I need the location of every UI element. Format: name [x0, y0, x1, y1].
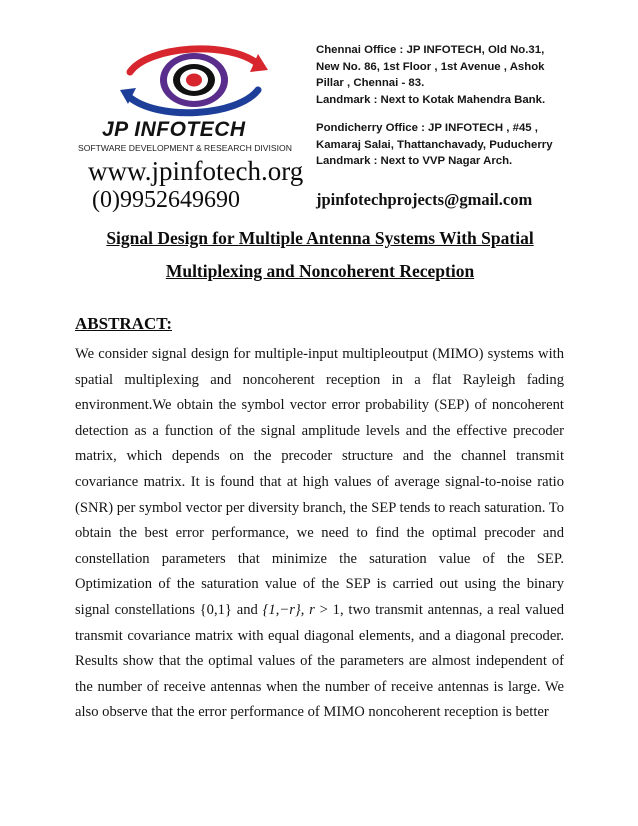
- division-name: SOFTWARE DEVELOPMENT & RESEARCH DIVISION: [78, 143, 292, 153]
- office-addresses: [316, 42, 571, 170]
- chennai-office-line: New No. 86, 1st Floor , 1st Avenue , Ashok: [316, 60, 545, 73]
- abstract-text: > 1, two transmit antennas, a real valued transmit covariance matrix with equal diagonal elements, and a diagonal precoder. Results show that the optimal values of the parameters are almost independent of the number of receive antennas when the number of receive antennas is large. We also observe that the error performance of MIMO noncoherent reception is better: [75, 601, 564, 721]
- jp-infotech-logo-icon: [118, 42, 268, 120]
- brand-name: JP INFOTECH: [102, 118, 246, 141]
- math-constellation: {1,−r}: [262, 601, 301, 618]
- pondicherry-office-line: Pondicherry Office : JP INFOTECH , #45 ,: [316, 122, 538, 134]
- chennai-office-line: Landmark : Next to Kotak Mahendra Bank.: [316, 93, 546, 106]
- website-text: www.jpinfotech.org: [88, 156, 304, 186]
- header-banner: [76, 38, 566, 218]
- chennai-office-line: Chennai Office : JP INFOTECH, Old No.31,: [316, 44, 545, 56]
- email-address: jpinfotechprojects@gmail.com: [316, 190, 533, 209]
- abstract-text: We consider signal design for multiple-input multipleoutput (MIMO) systems with spatial multiplexing and noncoherent reception in a flat Rayleigh fading environment.We obtain the symbol vector error probability (SEP) of noncoherent detection as a function of the signal amplitude levels and the effective precoder matrix, which depends on the precoder structure and the channel transmit covariance matrix. It is found that at high values of average signal-to-noise ratio (SNR) per symbol vector per diversity branch, the SEP tends to reach saturation. To obtain the best error performance, we need to find the optimal precoder and constellation parameters that minimize the saturation value of the SEP. Optimization of the saturation value of the SEP is carried out using the binary signal constellations {0,1} and: [75, 346, 564, 618]
- pondicherry-office-line: Landmark : Next to VVP Nagar Arch.: [316, 155, 513, 167]
- abstract-body: [75, 342, 564, 726]
- abstract-heading: ABSTRACT:: [75, 314, 172, 333]
- title-line-1: Signal Design for Multiple Antenna Systems With Spatial: [106, 228, 534, 248]
- title-line-2: Multiplexing and Noncoherent Reception: [165, 261, 475, 281]
- paper-title: [60, 222, 580, 288]
- office-spacer: [316, 108, 571, 120]
- pondicherry-office-line: Kamaraj Salai, Thattanchavady, Puducherry: [316, 138, 553, 151]
- phone-number: (0)9952649690: [92, 187, 240, 213]
- math-variable: r: [309, 601, 315, 618]
- company-branding: [76, 38, 306, 218]
- abstract-text: ,: [300, 601, 310, 618]
- chennai-office-line: Pillar , Chennai - 83.: [316, 77, 425, 89]
